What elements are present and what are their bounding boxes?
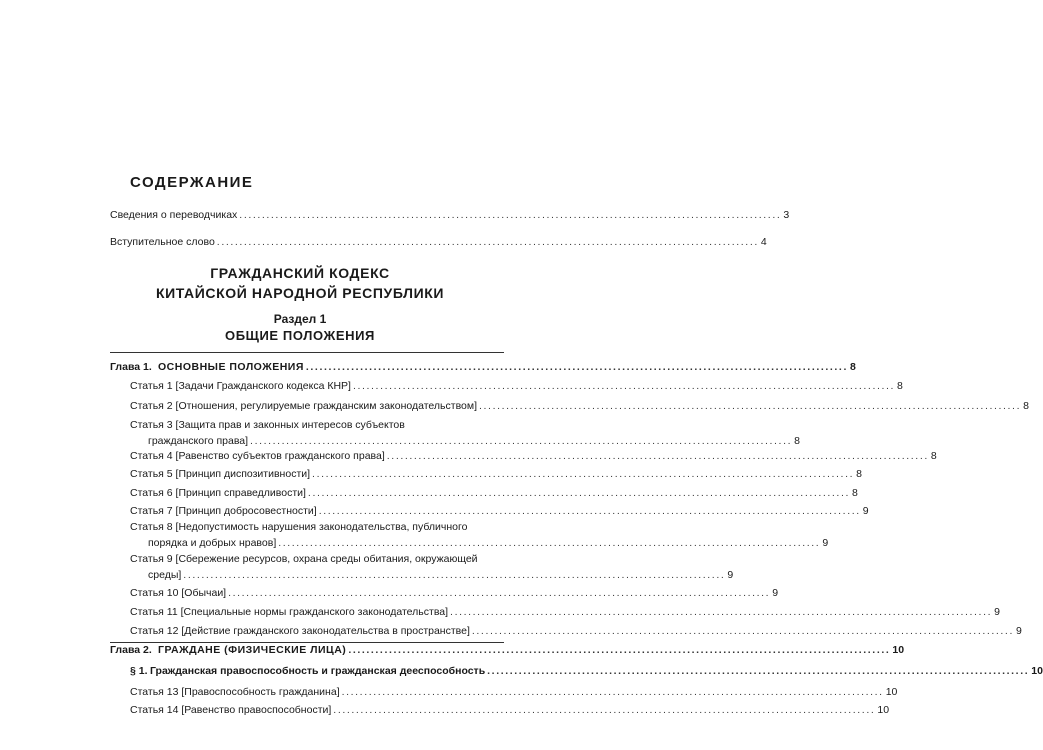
paragraph-heading bbox=[130, 663, 485, 679]
dot-leader: ........................................................................................................................ bbox=[471, 625, 1014, 637]
toc-entry-translators[interactable] bbox=[110, 207, 790, 223]
dot-leader: ........................................................................................................................ bbox=[479, 400, 1022, 412]
article-title: Статья 10 [Обычаи] bbox=[130, 587, 227, 599]
chapter-number: Глава 2. bbox=[110, 644, 152, 656]
toc-page-number: 9 bbox=[862, 505, 869, 517]
toc-article-6[interactable] bbox=[130, 485, 858, 501]
article-title: Статья 4 [Равенство субъектов гражданского права] bbox=[130, 450, 385, 462]
article-title: Статья 2 [Отношения, регулируемые гражданским законодательством] bbox=[130, 400, 478, 412]
section-label: Раздел 1 bbox=[273, 312, 327, 326]
dot-leader: ........................................................................................................................ bbox=[305, 361, 848, 373]
toc-article-4[interactable] bbox=[130, 448, 937, 464]
article-title: Статья 9 [Сбережение ресурсов, охрана среды обитания, окружающей bbox=[130, 553, 478, 565]
dot-leader: ........................................................................................................................ bbox=[341, 686, 884, 698]
toc-page-number: 4 bbox=[760, 236, 767, 248]
article-title: Статья 11 [Специальные нормы гражданского законодательства] bbox=[130, 606, 449, 618]
toc-page-number: 8 bbox=[794, 435, 800, 447]
toc-article-1[interactable] bbox=[130, 378, 903, 394]
article-title: Статья 7 [Принцип добросовестности] bbox=[130, 505, 317, 517]
toc-page-number: 8 bbox=[856, 468, 862, 480]
article-title: Статья 12 [Действие гражданского законодательства в пространстве] bbox=[130, 625, 470, 637]
toc-article-12[interactable] bbox=[130, 623, 1022, 639]
toc-entry-label: Сведения о переводчиках bbox=[110, 209, 238, 221]
article-title: Статья 13 [Правоспособность гражданина] bbox=[130, 686, 340, 698]
article-title: Статья 8 [Недопустимость нарушения законодательства, публичного bbox=[130, 521, 468, 533]
toc-page-number: 10 bbox=[892, 644, 905, 656]
toc-chapter-1[interactable] bbox=[110, 359, 856, 375]
toc-article-13[interactable] bbox=[130, 684, 898, 700]
paragraph-number: § 1. bbox=[130, 665, 148, 677]
dot-leader: ........................................................................................................................ bbox=[239, 209, 782, 221]
toc-page-number: 10 bbox=[1031, 665, 1043, 677]
toc-article-5[interactable] bbox=[130, 466, 862, 482]
toc-page-number: 9 bbox=[822, 537, 829, 549]
article-title-continued: гражданского права] bbox=[148, 435, 249, 447]
chapter-number: Глава 1. bbox=[110, 361, 152, 373]
article-title: Статья 5 [Принцип диспозитивности] bbox=[130, 468, 311, 480]
toc-article-11[interactable] bbox=[130, 604, 1000, 620]
article-title: Статья 3 [Защита прав и законных интересов субъектов bbox=[130, 419, 405, 431]
toc-page-number: 9 bbox=[772, 587, 779, 599]
chapter-heading bbox=[110, 359, 304, 375]
dot-leader: ........................................................................................................................ bbox=[352, 380, 896, 392]
toc-chapter-2[interactable] bbox=[110, 642, 905, 658]
article-title: Статья 6 [Принцип справедливости] bbox=[130, 487, 306, 499]
toc-article-10[interactable] bbox=[130, 585, 779, 601]
dot-leader: ........................................................................................................................ bbox=[487, 665, 1030, 677]
article-title: Статья 14 [Равенство правоспособности] bbox=[130, 704, 332, 716]
dot-leader: ........................................................................................................................ bbox=[278, 537, 821, 549]
toc-page-number: 8 bbox=[849, 361, 856, 373]
article-title: Статья 1 [Задачи Гражданского кодекса КНР] bbox=[130, 380, 351, 392]
toc-entry-intro[interactable] bbox=[110, 234, 767, 250]
toc-page-number: 8 bbox=[930, 450, 937, 462]
toc-article-2[interactable] bbox=[130, 398, 1029, 414]
toc-page-number: 10 bbox=[885, 686, 898, 698]
toc-page-number: 8 bbox=[852, 487, 858, 499]
dot-leader: ........................................................................................................................ bbox=[250, 435, 793, 447]
chapter-title: ОСНОВНЫЕ ПОЛОЖЕНИЯ bbox=[158, 361, 304, 373]
dot-leader: ........................................................................................................................ bbox=[312, 468, 855, 480]
dot-leader: ........................................................................................................................ bbox=[183, 569, 726, 581]
toc-article-7[interactable] bbox=[130, 503, 869, 519]
paragraph-title: Гражданская правоспособность и гражданская дееспособность bbox=[150, 665, 486, 677]
toc-paragraph-1[interactable] bbox=[130, 663, 1043, 679]
dot-leader: ........................................................................................................................ bbox=[307, 487, 850, 499]
toc-article-8[interactable] bbox=[130, 519, 829, 551]
dot-leader: ........................................................................................................................ bbox=[348, 644, 891, 656]
toc-page-number: 8 bbox=[897, 380, 903, 392]
code-title-line2: КИТАЙСКОЙ НАРОДНОЙ РЕСПУБЛИКИ bbox=[155, 285, 445, 301]
toc-page-number: 10 bbox=[877, 704, 890, 716]
toc-article-3[interactable] bbox=[130, 417, 800, 449]
dot-leader: ........................................................................................................................ bbox=[450, 606, 993, 618]
toc-article-9[interactable] bbox=[130, 551, 734, 583]
dot-leader: ........................................................................................................................ bbox=[216, 236, 759, 248]
toc-page-number: 9 bbox=[994, 606, 1000, 618]
article-title-continued: порядка и добрых нравов] bbox=[148, 537, 277, 549]
toc-page-number: 3 bbox=[783, 209, 790, 221]
dot-leader: ........................................................................................................................ bbox=[333, 704, 876, 716]
chapter-title: ГРАЖДАНЕ (ФИЗИЧЕСКИЕ ЛИЦА) bbox=[158, 644, 347, 656]
toc-entry-label: Вступительное слово bbox=[110, 236, 215, 248]
toc-article-14[interactable] bbox=[130, 702, 890, 718]
chapter-heading bbox=[110, 642, 346, 658]
dot-leader: ........................................................................................................................ bbox=[228, 587, 771, 599]
toc-page-number: 9 bbox=[1015, 625, 1022, 637]
divider bbox=[110, 352, 504, 353]
toc-page-number: 8 bbox=[1023, 400, 1029, 412]
dot-leader: ........................................................................................................................ bbox=[386, 450, 929, 462]
section-title: ОБЩИЕ ПОЛОЖЕНИЯ bbox=[224, 328, 376, 343]
article-title-continued: среды] bbox=[148, 569, 182, 581]
toc-heading: СОДЕРЖАНИЕ bbox=[130, 174, 254, 191]
dot-leader: ........................................................................................................................ bbox=[318, 505, 861, 517]
toc-page-number: 9 bbox=[727, 569, 734, 581]
code-title-line1: ГРАЖДАНСКИЙ КОДЕКС bbox=[210, 265, 390, 281]
